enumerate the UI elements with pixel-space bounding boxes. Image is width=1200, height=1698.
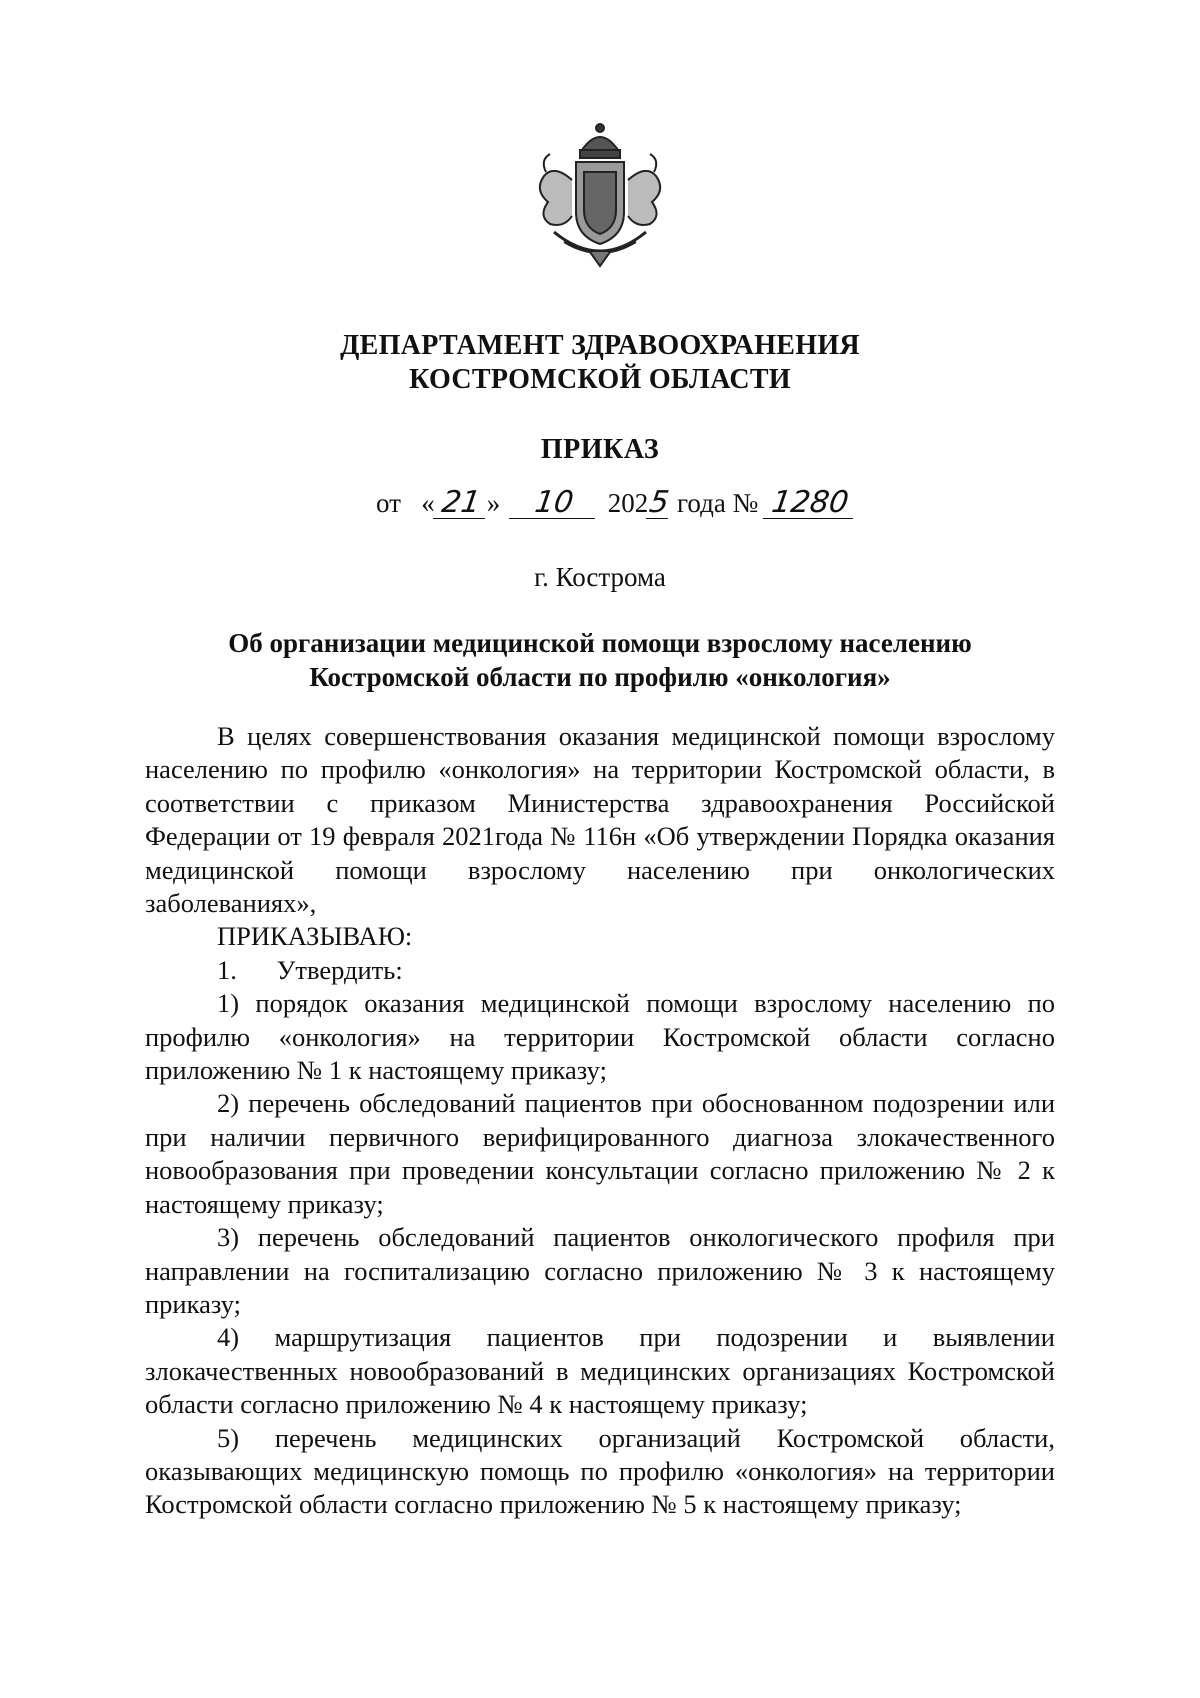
document-body — [145, 720, 1055, 1522]
close-quote: » — [486, 488, 501, 518]
item-1-number: 1. — [217, 954, 237, 985]
organization-name-line1: ДЕПАРТАМЕНТ ЗДРАВООХРАНЕНИЯ — [340, 330, 860, 361]
handwritten-month: 10 — [509, 488, 599, 519]
dateline — [376, 485, 855, 520]
handwritten-order-number: 1280 — [763, 488, 857, 519]
document-type: ПРИКАЗ — [540, 434, 660, 465]
subitem: 1) порядок оказания медицинской помощи взрослому населению по профилю «онкология» на территории Костромской области согласно приложению № 1 к настоящему приказу; — [145, 988, 1055, 1086]
item-1-text: Утвердить: — [276, 954, 403, 985]
city: г. Кострома — [534, 562, 666, 592]
subject-line1: Об организации медицинской помощи взрослому населению — [228, 628, 972, 658]
open-quote: « — [421, 488, 435, 518]
date-prefix: от — [376, 488, 401, 518]
preamble-paragraph: В целях совершенствования оказания медицинской помощи взрослому населению по профилю «онкология» на территории Костромской области, в соответствии с приказом Министерства здравоохранения Российской Федерации от 19 февраля 2021года № 116н «Об утверждении Порядка оказания медицинской помощи взрослому населению при онкологических заболеваниях», — [145, 721, 1055, 919]
subitem: 2) перечень обследований пациентов при обоснованном подозрении или при наличии первичного верифицированного диагноза злокачественного новообразования при проведении консультации согласно приложению № 2 к настоящему приказу; — [145, 1088, 1055, 1219]
organization-name-line2: КОСТРОМСКОЙ ОБЛАСТИ — [409, 364, 791, 395]
year-prefix: 202 — [607, 488, 649, 518]
subject-line2: Костромской области по профилю «онкология» — [309, 662, 891, 692]
handwritten-day: 21 — [433, 488, 489, 519]
year-suffix: года № — [676, 488, 759, 518]
handwritten-year-digit: 5 — [647, 485, 672, 520]
subitem: 3) перечень обследований пациентов онкологического профиля при направлении на госпитализацию согласно приложению № 3 к настоящему приказу; — [145, 1222, 1055, 1319]
order-word: ПРИКАЗЫВАЮ: — [217, 921, 413, 952]
coat-of-arms-icon — [514, 120, 686, 270]
item-1 — [145, 954, 1055, 987]
subitem: 4) маршрутизация пациентов при подозрении и выявлении злокачественных новообразований в медицинских организациях Костромской области согласно приложению № 4 к настоящему приказу; — [145, 1322, 1055, 1420]
subitem: 5) перечень медицинских организаций Костромской области, оказывающих медицинскую помощь по профилю «онкология» на территории Костромской области согласно приложению № 5 к настоящему приказу; — [145, 1422, 1055, 1520]
